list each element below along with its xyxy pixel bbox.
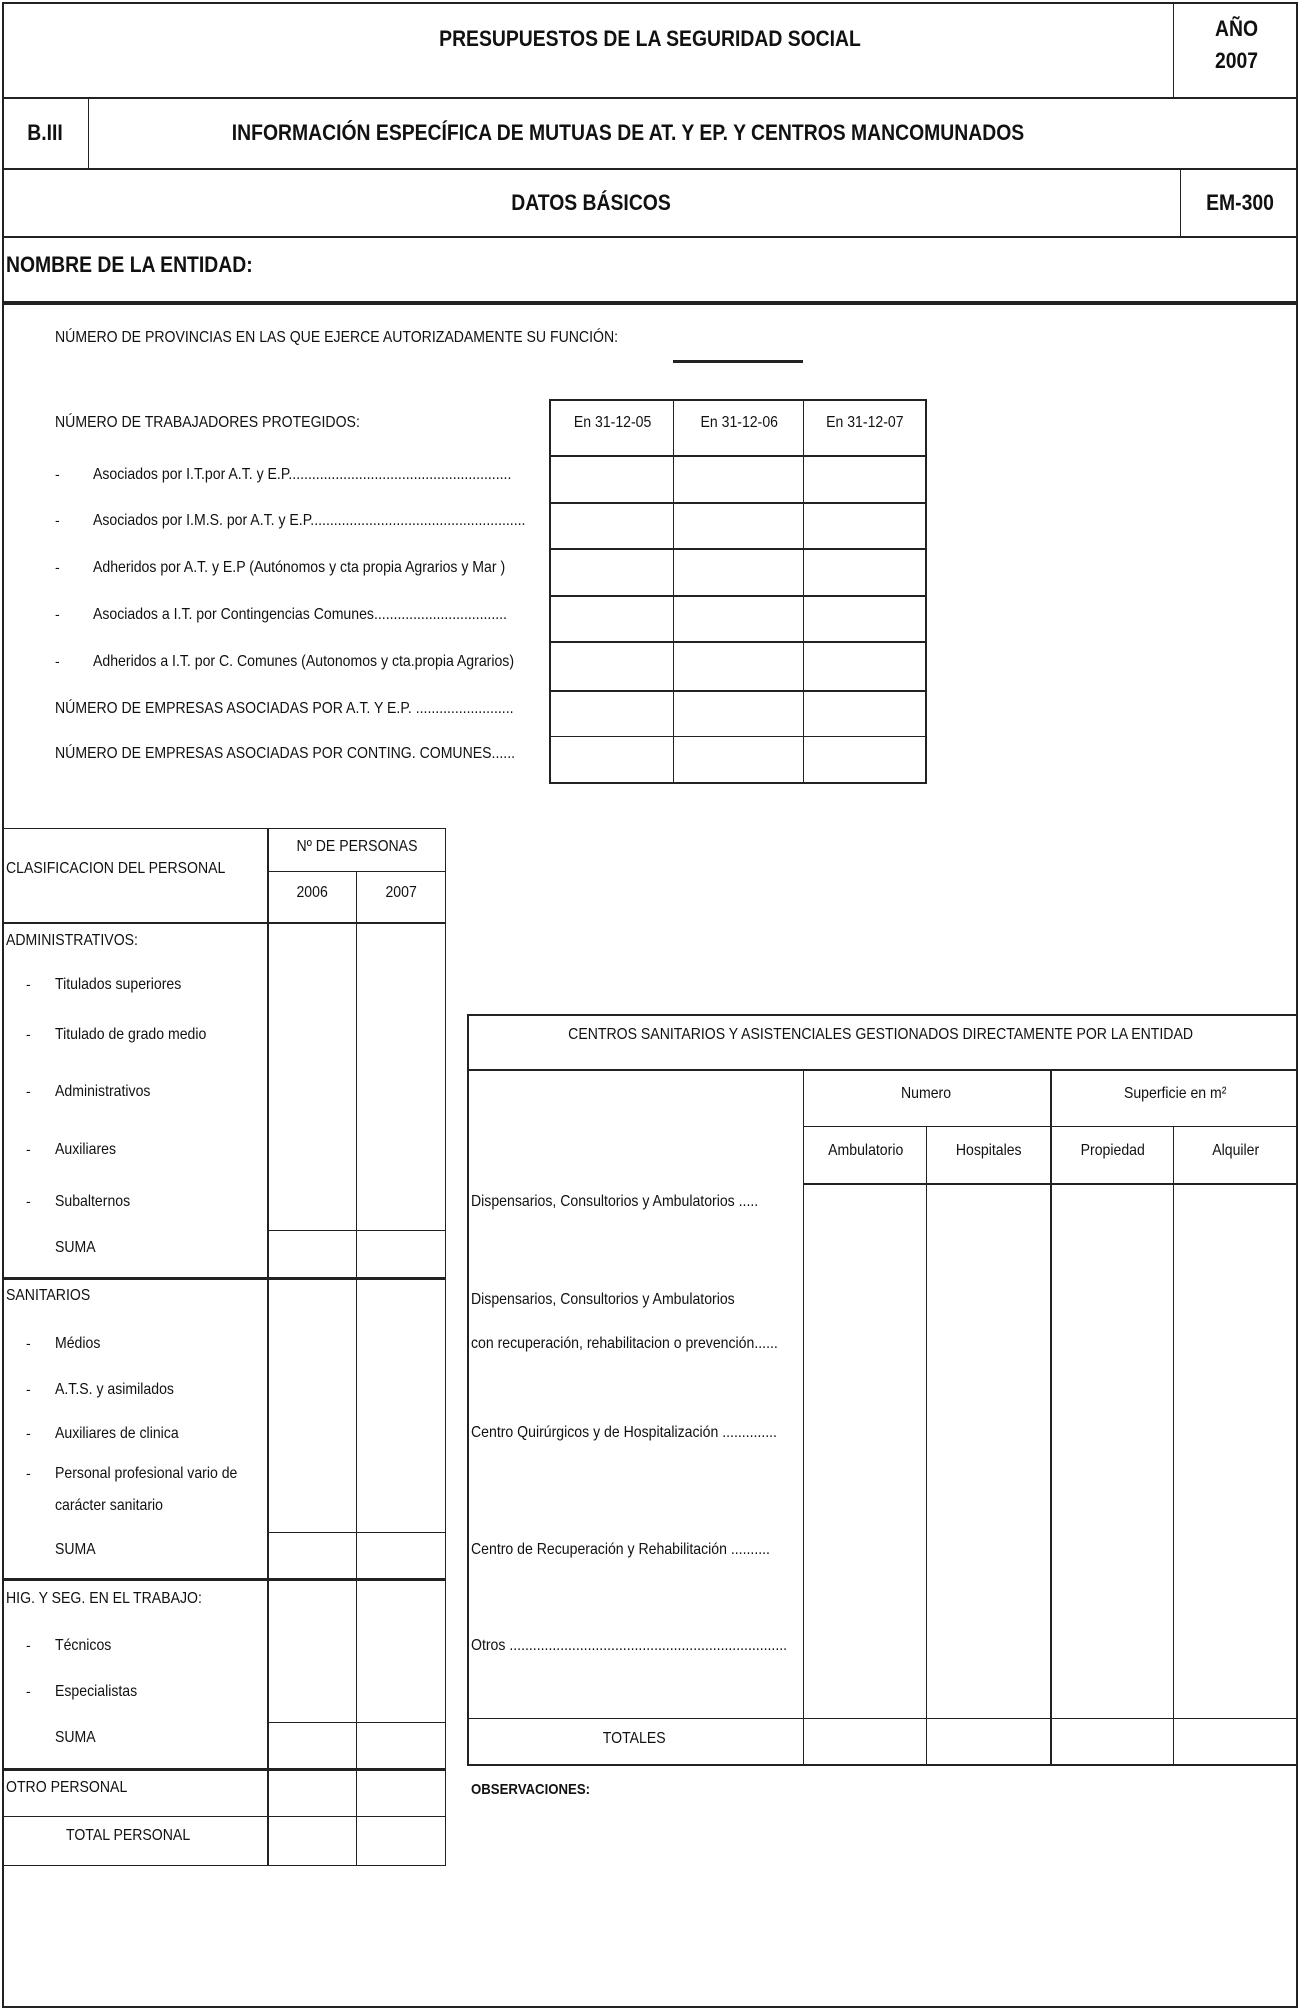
year-label: AÑO [1214, 16, 1259, 41]
admin-item: Administrativos [55, 1083, 151, 1100]
persons-header: Nº DE PERSONAS [296, 838, 418, 855]
numero-header: Numero [900, 1085, 952, 1102]
totals-label: TOTALES [602, 1730, 666, 1747]
worker-row-2: Asociados por I.M.S. por A.T. y E.P....................................................... [93, 512, 526, 529]
health-sum: SUMA [55, 1541, 96, 1558]
center-row: Dispensarios, Consultorios y Ambulatorios ..... [471, 1193, 759, 1210]
observations-label: OBSERVACIONES: [471, 1781, 591, 1798]
superficie-header: Superficie en m² [1123, 1085, 1227, 1102]
center-row: Centro de Recuperación y Rehabilitación .......... [471, 1541, 770, 1558]
workers-label: NÚMERO DE TRABAJADORES PROTEGIDOS: [55, 414, 360, 431]
companies-cc-label: NÚMERO DE EMPRESAS ASOCIADAS POR CONTING. COMUNES...... [55, 745, 516, 762]
centers-title: CENTROS SANITARIOS Y ASISTENCIALES GESTIONADOS DIRECTAMENTE POR LA ENTIDAD [568, 1026, 1194, 1043]
provinces-label: NÚMERO DE PROVINCIAS EN LAS QUE EJERCE AUTORIZADAMENTE SU FUNCIÓN: [55, 329, 619, 346]
admin-sum: SUMA [55, 1239, 96, 1256]
safety-title: HIG. Y SEG. EN EL TRABAJO: [6, 1590, 202, 1607]
other-staff: OTRO PERSONAL [6, 1779, 128, 1796]
safety-item: Especialistas [55, 1683, 138, 1700]
center-row: Dispensarios, Consultorios y Ambulatorios [471, 1291, 735, 1308]
form-code: EM-300 [1206, 190, 1274, 215]
total-staff: TOTAL PERSONAL [66, 1827, 191, 1844]
center-row: Centro Quirúrgicos y de Hospitalización .............. [471, 1424, 777, 1441]
entity-name-label: NOMBRE DE LA ENTIDAD: [6, 252, 253, 277]
health-item: A.T.S. y asimilados [55, 1381, 174, 1398]
admin-title: ADMINISTRATIVOS: [6, 932, 138, 949]
center-row: con recuperación, rehabilitacion o prevención...... [471, 1335, 778, 1352]
health-item: Médios [55, 1335, 101, 1352]
center-row: Otros ....................................................................... [471, 1637, 788, 1654]
col-hospitales: Hospitales [955, 1142, 1022, 1159]
health-item: carácter sanitario [55, 1497, 163, 1514]
section-title: INFORMACIÓN ESPECÍFICA DE MUTUAS DE AT. Y EP. Y CENTROS MANCOMUNADOS [231, 120, 1025, 145]
admin-item: Auxiliares [55, 1141, 117, 1158]
col-propiedad: Propiedad [1080, 1142, 1145, 1159]
safety-item: Técnicos [55, 1637, 112, 1654]
page-title: PRESUPUESTOS DE LA SEGURIDAD SOCIAL [439, 26, 861, 51]
admin-item: Titulados superiores [55, 976, 182, 993]
admin-item: Subalternos [55, 1193, 131, 1210]
year-value: 2007 [1214, 48, 1259, 73]
health-item: Auxiliares de clinica [55, 1425, 179, 1442]
admin-item: Titulado de grado medio [55, 1026, 207, 1043]
health-item: Personal profesional vario de [55, 1465, 238, 1482]
col-2007: En 31-12-07 [826, 414, 904, 431]
year-2007: 2007 [385, 884, 417, 901]
staff-header: CLASIFICACION DEL PERSONAL [6, 860, 226, 877]
subtitle: DATOS BÁSICOS [511, 190, 671, 215]
health-title: SANITARIOS [6, 1287, 91, 1304]
col-2006: En 31-12-06 [700, 414, 778, 431]
col-alquiler: Alquiler [1212, 1142, 1260, 1159]
section-code: B.III [27, 120, 63, 145]
col-2005: En 31-12-05 [573, 414, 652, 431]
companies-at-label: NÚMERO DE EMPRESAS ASOCIADAS POR A.T. Y E.P. ......................... [55, 700, 514, 717]
provinces-input[interactable] [673, 360, 803, 363]
safety-sum: SUMA [55, 1729, 96, 1746]
col-ambulatorio: Ambulatorio [828, 1142, 904, 1159]
worker-row-5: Adheridos a I.T. por C. Comunes (Autonomos y cta.propia Agrarios) [93, 653, 515, 670]
year-2006: 2006 [296, 884, 328, 901]
worker-row-4: Asociados a I.T. por Contingencias Comunes.................................. [93, 606, 507, 623]
worker-row-1: Asociados por I.T.por A.T. y E.P......................................................... [93, 466, 512, 483]
worker-row-3: Adheridos por A.T. y E.P (Autónomos y cta propia Agrarios y Mar ) [93, 559, 506, 576]
